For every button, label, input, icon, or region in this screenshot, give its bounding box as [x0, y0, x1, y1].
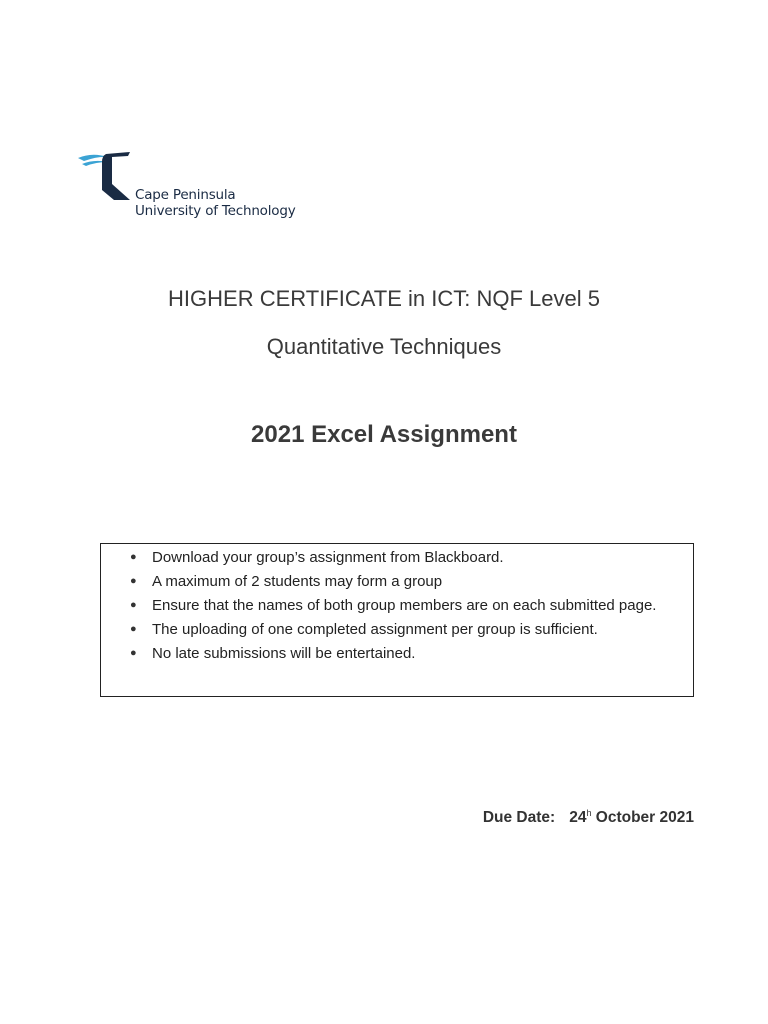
- bullet-icon: ●: [130, 623, 137, 635]
- due-date-rest: October 2021: [591, 809, 694, 826]
- logo-wordmark: [135, 187, 296, 219]
- due-date-label: Due Date:: [482, 809, 556, 826]
- list-item: ● Download your group’s assignment from Blackboard.: [130, 549, 504, 566]
- list-item: ● No late submissions will be entertained.: [130, 645, 416, 662]
- bullet-icon: ●: [130, 647, 137, 659]
- instructions-list: [101, 544, 693, 664]
- logo-line-2: University of Technology: [135, 203, 296, 219]
- instructions-box: [100, 543, 694, 697]
- due-date: [483, 809, 694, 827]
- list-item: ● A maximum of 2 students may form a group: [130, 573, 443, 590]
- list-item: ● Ensure that the names of both group members are on each submitted page.: [130, 597, 657, 614]
- bullet-icon: ●: [130, 551, 137, 563]
- assignment-title: 2021 Excel Assignment: [251, 421, 517, 448]
- bullet-icon: ●: [130, 575, 137, 587]
- logo-emblem-icon: [78, 150, 134, 210]
- certificate-title: HIGHER CERTIFICATE in ICT: NQF Level 5: [168, 286, 600, 311]
- due-date-suffix: h: [586, 808, 592, 818]
- university-logo: [78, 150, 308, 225]
- course-title: Quantitative Techniques: [266, 334, 502, 359]
- bullet-icon: ●: [130, 599, 137, 611]
- due-date-day: 24: [569, 809, 587, 826]
- list-item: ● The uploading of one completed assignment per group is sufficient.: [130, 621, 598, 638]
- logo-line-1: Cape Peninsula: [135, 187, 236, 203]
